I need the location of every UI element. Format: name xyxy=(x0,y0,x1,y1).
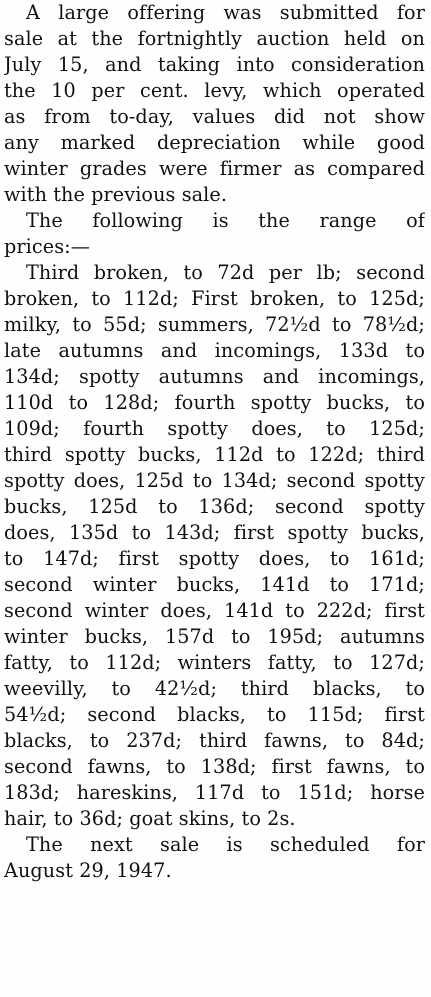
text-line: weevilly, to 42½d; third blacks, to xyxy=(4,677,425,700)
text-line: The following is the range of xyxy=(26,209,425,232)
text-line: any marked depreciation while good xyxy=(4,131,425,154)
text-line: with the previous sale. xyxy=(4,183,228,206)
text-line: broken, to 112d; First broken, to 125d; xyxy=(4,287,425,310)
text-line: winter grades were firmer as compared xyxy=(4,157,425,180)
paragraph-range-intro xyxy=(4,208,425,260)
text-line: 54½d; second blacks, to 115d; first xyxy=(4,703,425,726)
text-line: prices:— xyxy=(4,235,90,258)
text-line: as from to-day, values did not show xyxy=(4,105,425,128)
text-line: second winter does, 141d to 222d; first xyxy=(4,599,425,622)
text-line: A large offering was submitted for xyxy=(26,1,425,24)
text-line: late autumns and incomings, 133d to xyxy=(4,339,425,362)
text-line: does, 135d to 143d; first spotty bucks, xyxy=(4,521,425,544)
text-line: Third broken, to 72d per lb; second xyxy=(26,261,425,284)
text-line: spotty does, 125d to 134d; second spotty xyxy=(4,469,425,492)
text-line: third spotty bucks, 112d to 122d; third xyxy=(4,443,425,466)
text-line: August 29, 1947. xyxy=(4,859,172,882)
text-line: 109d; fourth spotty does, to 125d; xyxy=(4,417,425,440)
text-line: second fawns, to 138d; first fawns, to xyxy=(4,755,425,778)
text-line: the 10 per cent. levy, which operated xyxy=(4,79,425,102)
paragraph-price-list xyxy=(4,260,425,832)
text-line: to 147d; first spotty does, to 161d; xyxy=(4,547,425,570)
text-line: winter bucks, 157d to 195d; autumns xyxy=(4,625,425,648)
text-line: July 15, and taking into consideration xyxy=(4,53,425,76)
text-line: 110d to 128d; fourth spotty bucks, to xyxy=(4,391,425,414)
text-line: bucks, 125d to 136d; second spotty xyxy=(4,495,425,518)
text-line: second winter bucks, 141d to 171d; xyxy=(4,573,425,596)
paragraph-auction-summary xyxy=(4,0,425,208)
text-line: 183d; hareskins, 117d to 151d; horse xyxy=(4,781,425,804)
text-line: sale at the fortnightly auction held on xyxy=(4,27,425,50)
text-line: fatty, to 112d; winters fatty, to 127d; xyxy=(4,651,425,674)
text-line: 134d; spotty autumns and incomings, xyxy=(4,365,425,388)
text-line: hair, to 36d; goat skins, to 2s. xyxy=(4,807,296,830)
text-line: blacks, to 237d; third fawns, to 84d; xyxy=(4,729,425,752)
text-line: The next sale is scheduled for xyxy=(26,833,425,856)
text-line: milky, to 55d; summers, 72½d to 78½d; xyxy=(4,313,425,336)
article-body xyxy=(4,0,425,884)
paragraph-next-sale xyxy=(4,832,425,884)
